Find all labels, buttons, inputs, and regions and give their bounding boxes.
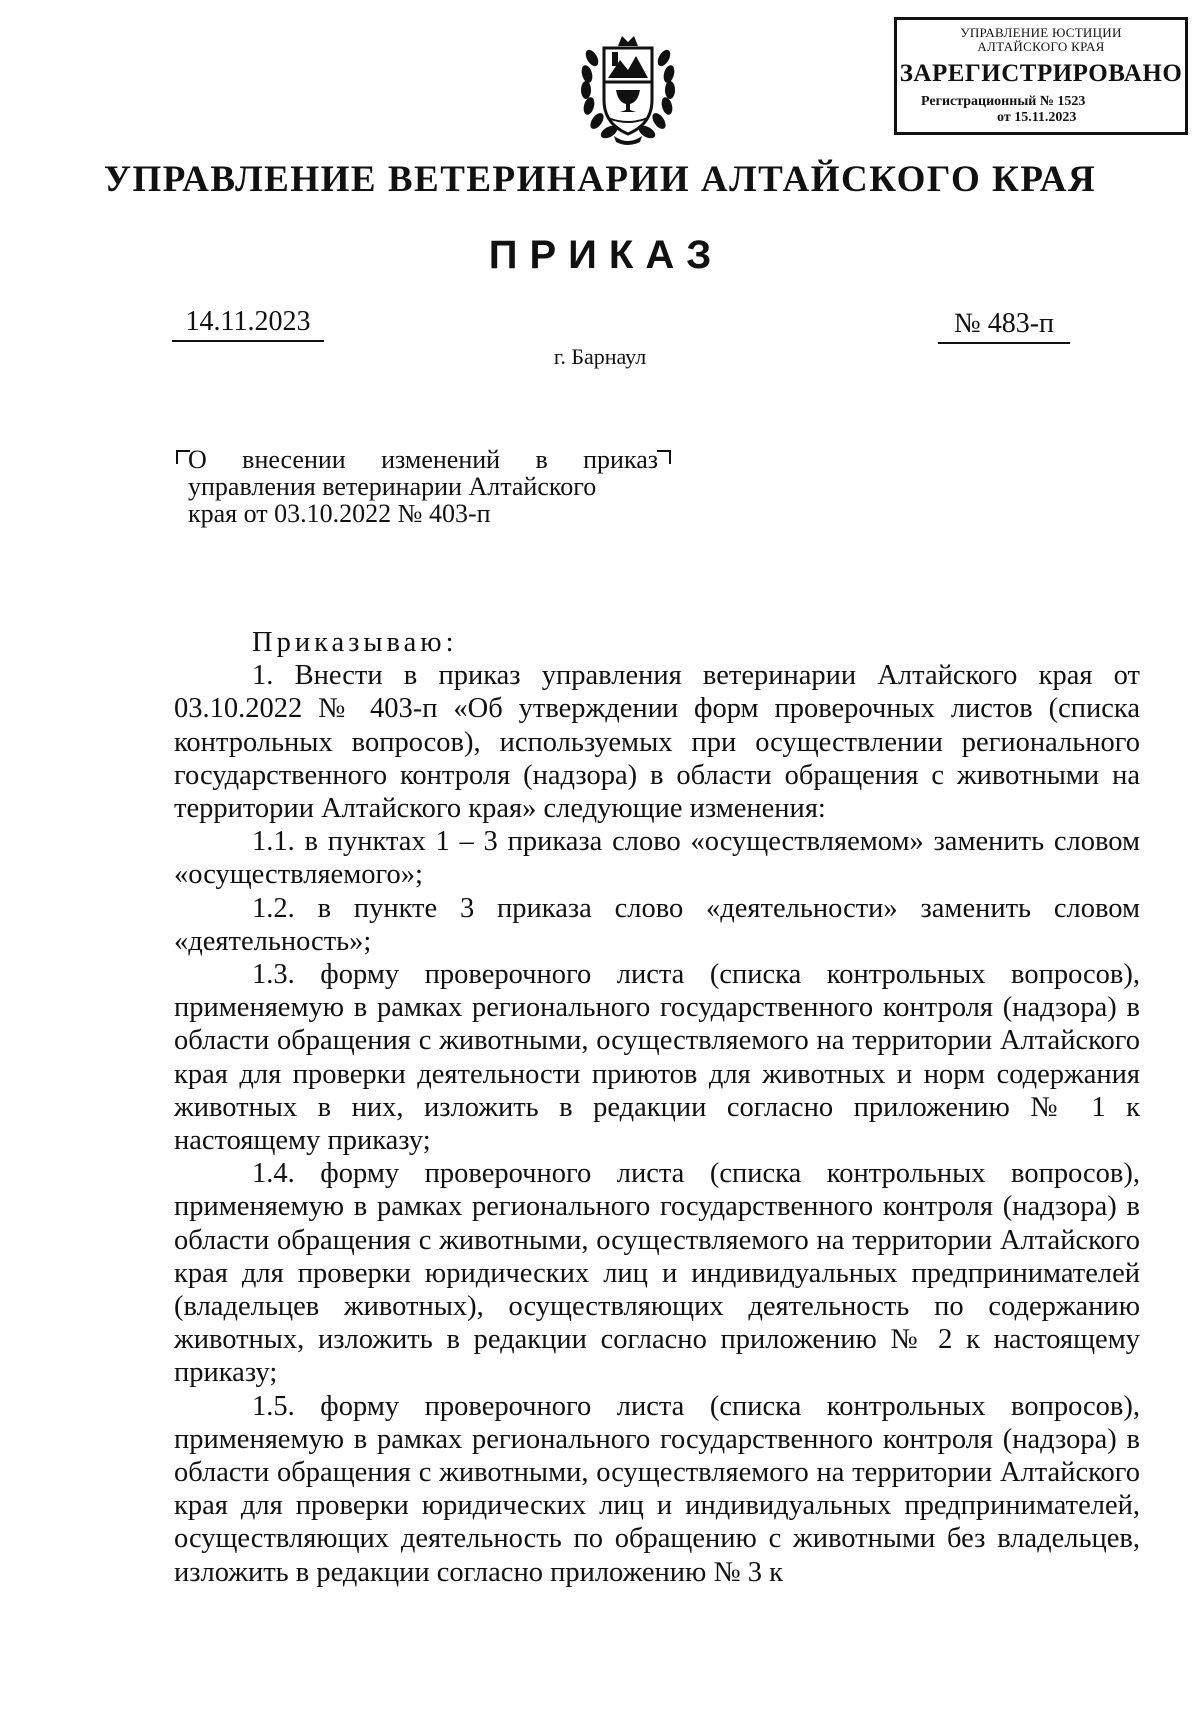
subject-line-2: управления ветеринарии Алтайского	[188, 472, 597, 501]
paragraph-1-1: 1.1. в пунктах 1 – 3 приказа слово «осуществляемом» заменить словом «осуществляемого»;	[174, 826, 1140, 891]
paragraph-1: 1. Внести в приказ управления ветеринарии Алтайского края от 03.10.2022 № 403-п «Об утверждении форм проверочных листов (списка контрольных вопросов), используемых при осуществлении регионального государственного контроля (надзора) в области обращения с животными на территории Алтайского края» следующие изменения:	[174, 660, 1140, 825]
stamp-reg-date: от 15.11.2023	[997, 110, 1077, 125]
subject-line-3: края от 03.10.2022 № 403-п	[188, 499, 491, 528]
order-subject	[188, 446, 658, 527]
city: г. Барнаул	[553, 344, 647, 369]
stamp-authority-line2: АЛТАЙСКОГО КРАЯ	[977, 39, 1105, 54]
registration-stamp	[894, 17, 1188, 135]
paragraph-1-2: 1.2. в пункте 3 приказа слово «деятельности» заменить словом «деятельность»;	[174, 892, 1140, 957]
order-lead: Приказываю:	[252, 627, 458, 658]
document-type: ПРИКАЗ	[488, 233, 724, 277]
subject-line-1: О внесении изменений в приказ	[188, 445, 658, 474]
stamp-authority-line1: УПРАВЛЕНИЕ ЮСТИЦИИ	[960, 25, 1122, 40]
order-date: 14.11.2023	[172, 306, 324, 342]
subject-bracket-right	[657, 450, 671, 464]
coat-of-arms-icon	[578, 30, 678, 148]
paragraph-1-4: 1.4. форму проверочного листа (списка контрольных вопросов), применяемую в рамках регионального государственного контроля (надзора) в области обращения с животными, осуществляемого на территории Алтайского края для проверки юридических лиц и индивидуальных предпринимателей (владельцев животных), осуществляющих деятельность по содержанию животных, изложить в редакции согласно приложению № 2 к настоящему приказу;	[174, 1158, 1140, 1389]
order-number: № 483-п	[938, 308, 1070, 344]
paragraph-1-5: 1.5. форму проверочного листа (списка контрольных вопросов), применяемую в рамках регионального государственного контроля (надзора) в области обращения с животными, осуществляемого на территории Алтайского края для проверки юридических лиц и индивидуальных предпринимателей, осуществляющих деятельность по обращению с животными без владельцев, изложить в редакции согласно приложению № 3 к	[174, 1390, 1140, 1588]
organization-title: УПРАВЛЕНИЕ ВЕТЕРИНАРИИ АЛТАЙСКОГО КРАЯ	[103, 159, 1097, 200]
order-body	[174, 626, 1140, 1589]
stamp-status: ЗАРЕГИСТРИРОВАНО	[899, 60, 1183, 87]
paragraph-1-3: 1.3. форму проверочного листа (списка контрольных вопросов), применяемую в рамках регионального государственного контроля (надзора) в области обращения с животными, осуществляемого на территории Алтайского края для проверки деятельности приютов для животных и норм содержания животных в них, изложить в редакции согласно приложению № 1 к настоящему приказу;	[174, 959, 1140, 1157]
stamp-reg-number: Регистрационный № 1523	[921, 94, 1086, 109]
